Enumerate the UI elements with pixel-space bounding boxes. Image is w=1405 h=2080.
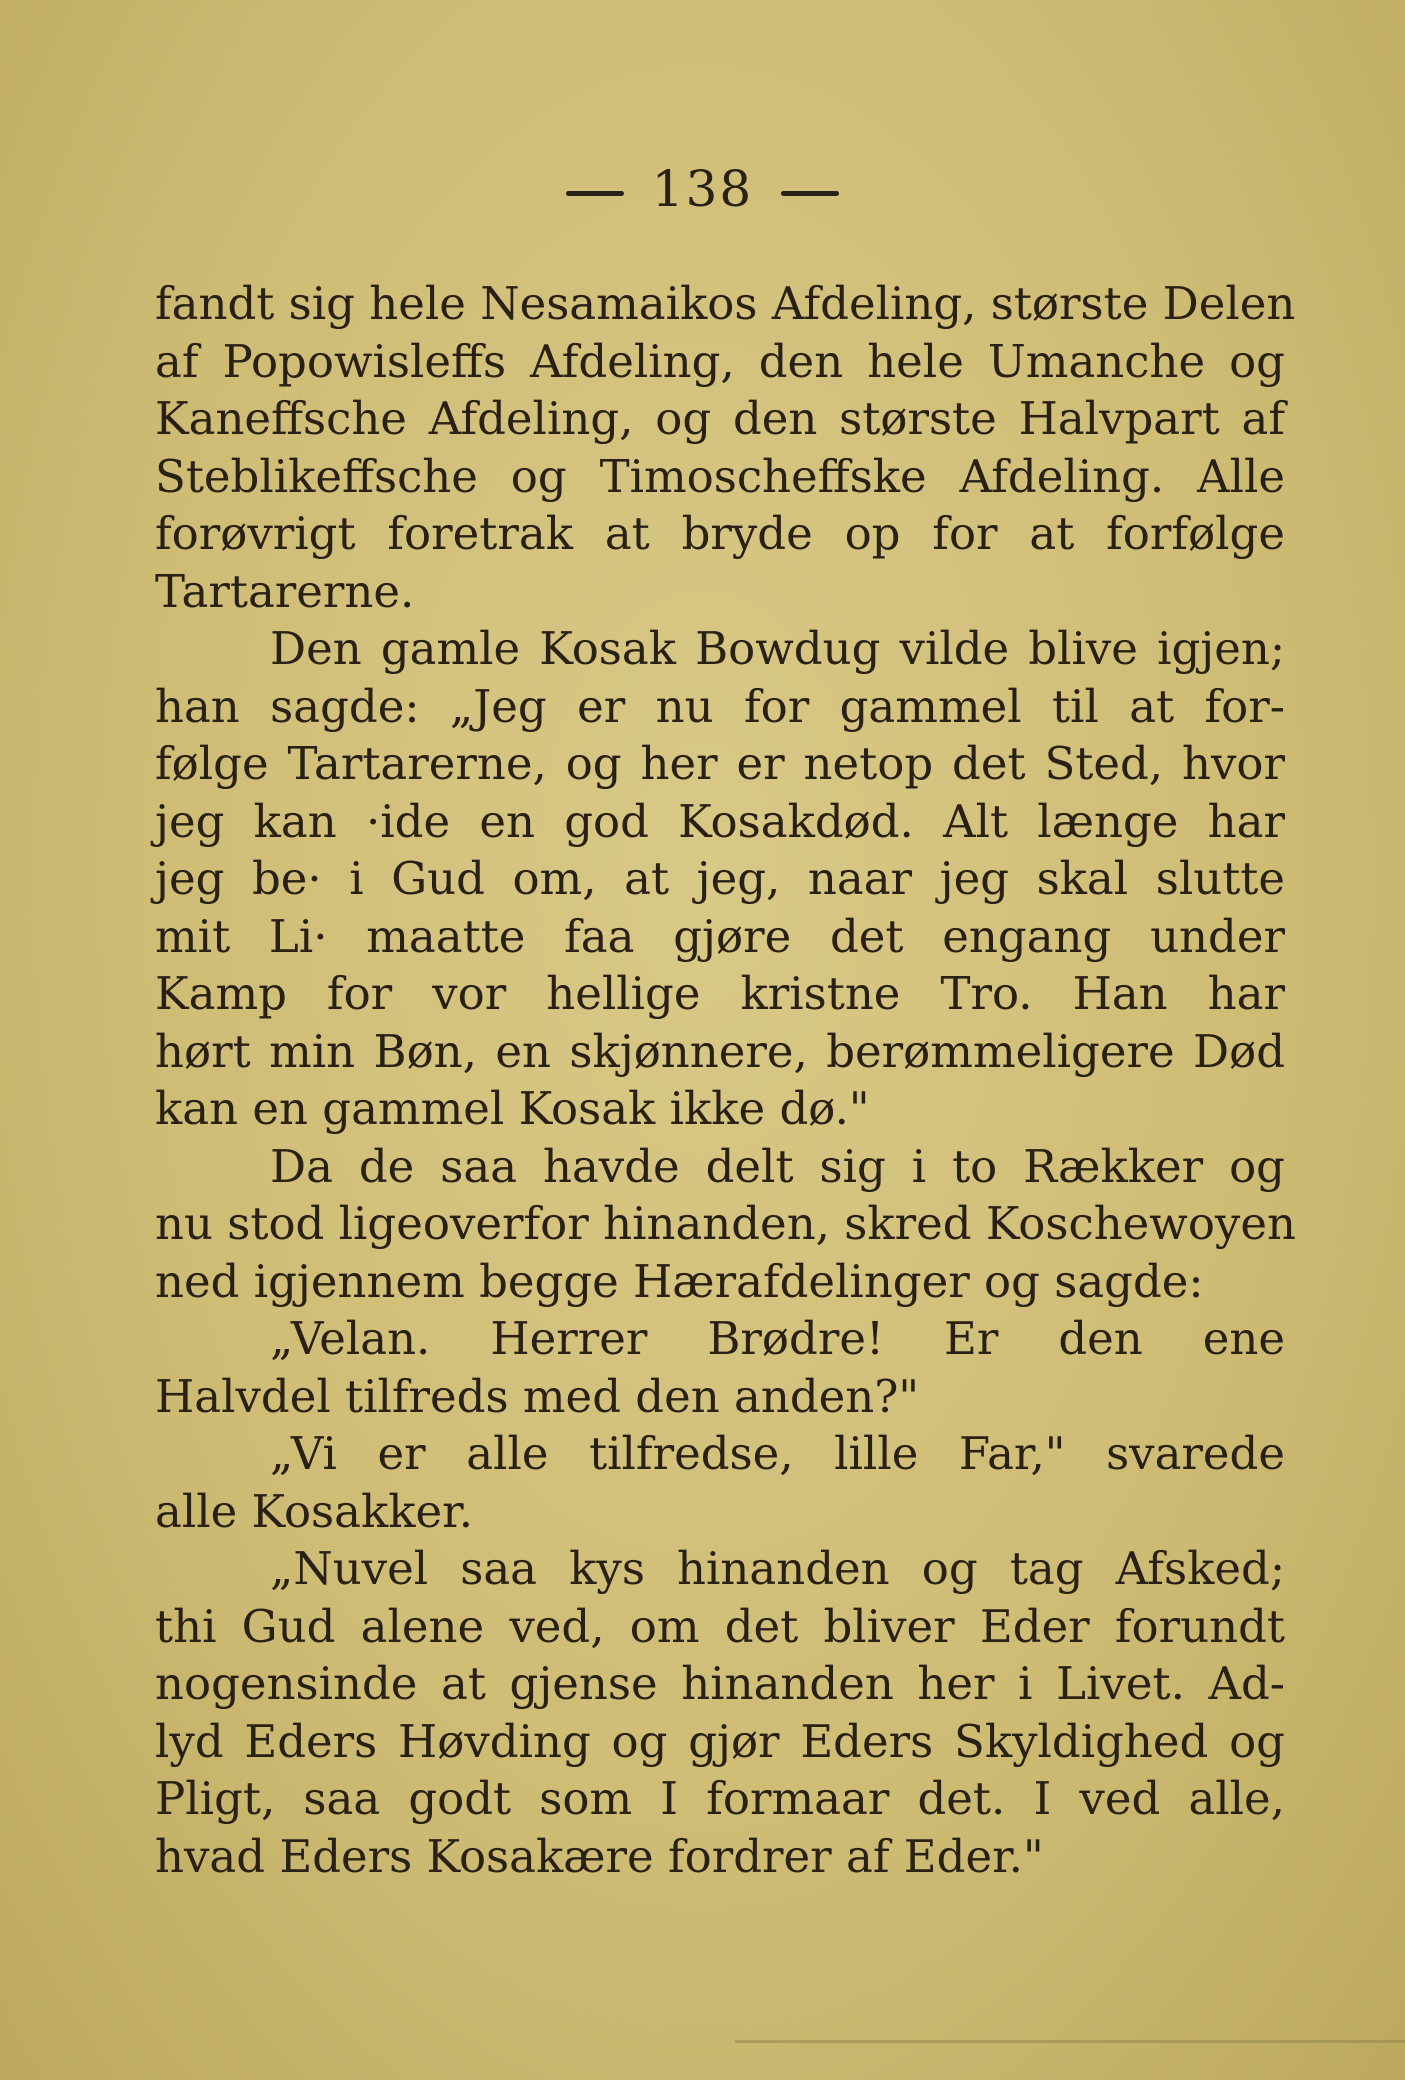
text-line: hvad Eders Kosakære fordrer af Eder."	[155, 1829, 1044, 1883]
text-line: Halvdel tilfreds med den anden?"	[155, 1369, 920, 1423]
text-line: forøvrigt foretrak at bryde op for at forfølge	[155, 507, 1285, 560]
text-line: af Popowisleffs Afdeling, den hele Umanche og	[155, 334, 1285, 388]
text-line: Da de saa havde delt sig i to Rækker og	[270, 1139, 1285, 1193]
text-line: mit Li· maatte faa gjøre det engang under	[155, 909, 1285, 963]
text-line: Kamp for vor hellige kristne Tro. Han har	[155, 967, 1285, 1020]
text-line: nogensinde at gjense hinanden her i Livet. Ad-	[155, 1657, 1285, 1710]
text-line: „Vi er alle tilfredse, lille Far," svarede	[270, 1427, 1285, 1480]
text-line: Tartarerne.	[155, 564, 415, 618]
text-line: thi Gud alene ved, om det bliver Eder forundt	[155, 1599, 1285, 1653]
text-line: Den gamle Kosak Bowdug vilde blive igjen;	[270, 622, 1285, 675]
text-line: ned igjennem begge Hærafdelinger og sagde:	[155, 1254, 1204, 1308]
right-dash-ornament	[781, 191, 839, 196]
page-number-header	[0, 160, 1405, 218]
text-line: jeg be· i Gud om, at jeg, naar jeg skal slutte	[155, 852, 1285, 905]
text-line: Steblikeffsche og Timoscheffske Afdeling. Alle	[155, 449, 1285, 503]
text-line: han sagde: „Jeg er nu for gammel til at for-	[155, 679, 1285, 733]
page-edge-line	[735, 2040, 1405, 2043]
text-line: „Nuvel saa kys hinanden og tag Afsked;	[270, 1542, 1285, 1595]
text-line: jeg kan ·ide en god Kosakdød. Alt længe har	[155, 794, 1285, 848]
text-line: følge Tartarerne, og her er netop det Sted, hvor	[155, 737, 1285, 790]
page-number: 138	[651, 160, 754, 218]
text-line: hørt min Bøn, en skjønnere, berømmeligere Død	[155, 1024, 1285, 1078]
left-dash-ornament	[566, 191, 624, 196]
text-line: Kaneffsche Afdeling, og den største Halvpart af	[155, 392, 1285, 445]
text-line: Pligt, saa godt som I formaar det. I ved alle,	[155, 1772, 1285, 1825]
text-line: fandt sig hele Nesamaikos Afdeling, største Delen	[155, 277, 1296, 330]
text-line: alle Kosakker.	[155, 1484, 474, 1538]
body-text	[155, 275, 1296, 1885]
text-line: lyd Eders Høvding og gjør Eders Skyldighed og	[155, 1714, 1285, 1768]
text-line: „Velan. Herrer Brødre! Er den ene	[270, 1312, 1285, 1365]
text-line: nu stod ligeoverfor hinanden, skred Koschewoyen	[155, 1197, 1296, 1250]
text-line: kan en gammel Kosak ikke dø."	[155, 1082, 870, 1135]
